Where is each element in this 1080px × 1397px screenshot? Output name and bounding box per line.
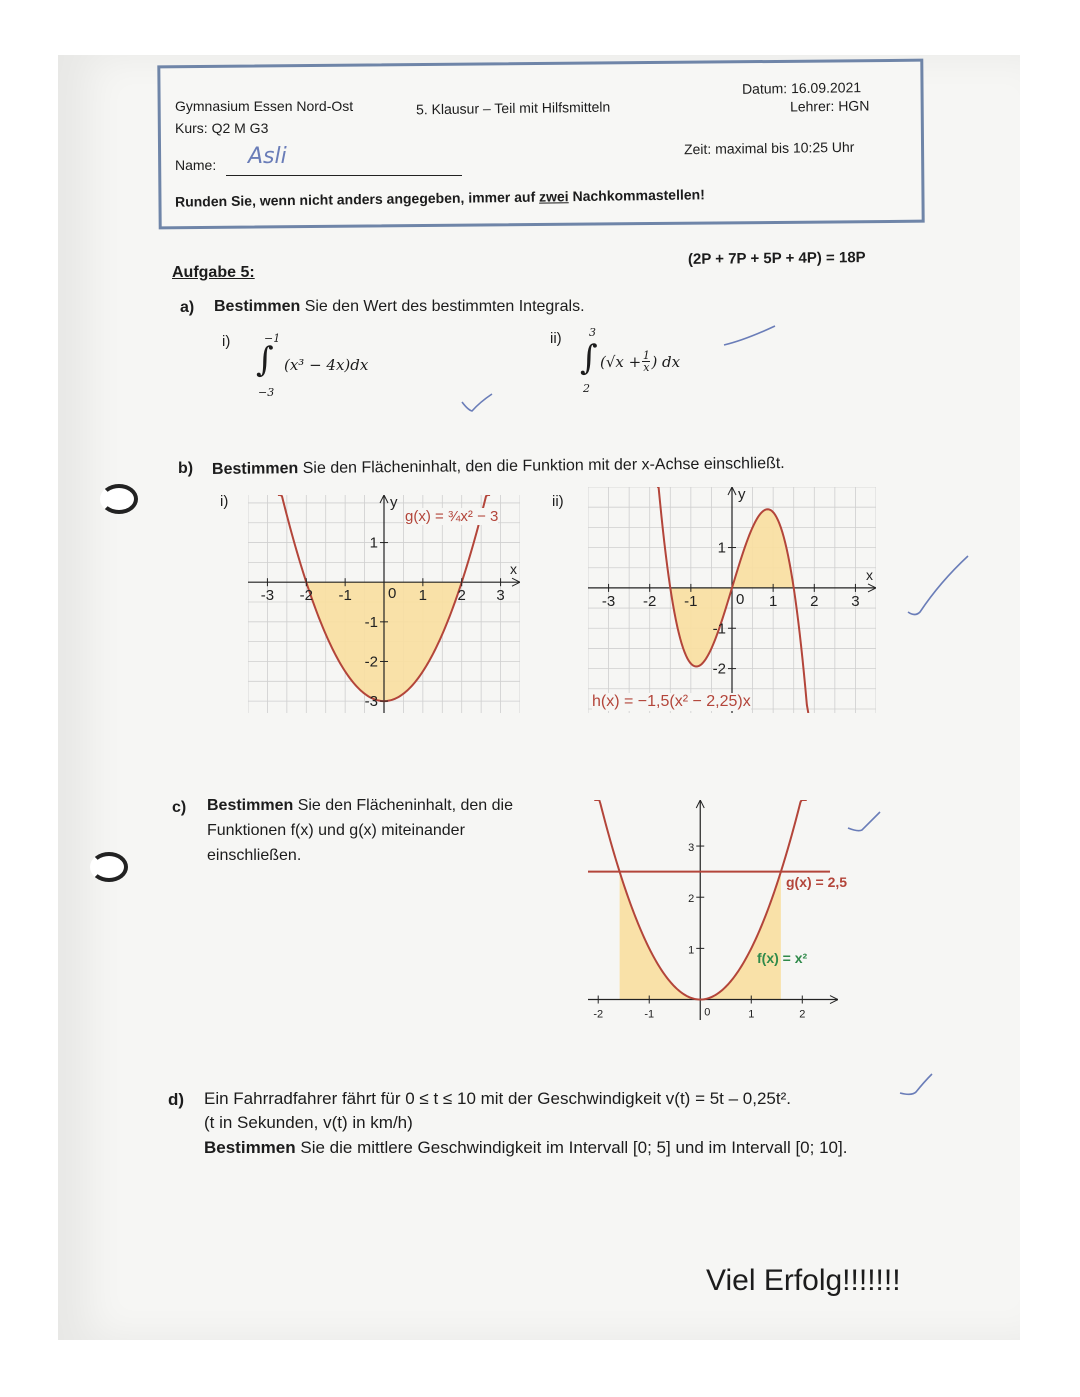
origin-label: 0	[736, 590, 745, 608]
chart-b-i	[248, 495, 520, 713]
y-tick-label: -1	[712, 620, 726, 638]
y-tick-label: 1	[369, 534, 378, 552]
x-tick-label: -2	[643, 592, 657, 610]
x-tick-label: 1	[768, 592, 778, 610]
part-c-text-3: einschließen.	[207, 847, 302, 864]
part-a-i-expression: (x³ − 4x)dx	[284, 356, 369, 374]
y-tick-label: -1	[364, 613, 378, 631]
exam-title: 5. Klausur – Teil mit Hilfsmitteln	[415, 98, 611, 118]
task-title: Aufgabe 5:	[172, 264, 255, 281]
integral-sign-icon: ∫	[580, 338, 598, 378]
part-a-text: Bestimmen Sie den Wert des bestimmten Integrals.	[214, 298, 585, 315]
part-a-ii-lower: 2	[583, 382, 590, 395]
part-a-ii-expression: (√x + $\frac{1}{x}$ ) dx	[600, 349, 681, 374]
h-function-label: h(x) = −1,5(x² − 2,25)x	[592, 693, 751, 710]
part-d-letter: d)	[168, 1090, 185, 1109]
x-axis-label: x	[510, 561, 517, 578]
part-a-i-lower: −3	[258, 386, 275, 399]
check-mark-icon	[462, 394, 492, 411]
student-name-handwritten: Asli	[248, 144, 287, 169]
part-a-letter: a)	[180, 299, 195, 316]
y-tick-label: 2	[688, 893, 695, 906]
part-c-text-1: Bestimmen Sie den Flächeninhalt, den die	[207, 797, 513, 814]
check-mark-icon	[908, 556, 968, 615]
y-axis-label: y	[738, 487, 746, 503]
x-tick-label: -3	[601, 592, 616, 610]
x-tick-label: 2	[457, 587, 466, 605]
part-d-text-3: Bestimmen Sie die mittlere Geschwindigkeit im Intervall [0; 5] und im Intervall [0; 10].	[204, 1138, 848, 1157]
y-tick-label: -2	[364, 653, 378, 671]
exam-date: Datum: 16.09.2021	[741, 79, 862, 97]
x-axis-label: x	[866, 566, 873, 583]
x-tick-label: 1	[748, 1008, 755, 1020]
x-tick-label: -1	[644, 1008, 655, 1020]
part-a-i-upper: −1	[264, 332, 281, 345]
origin-label: 0	[388, 585, 397, 603]
chart-c	[588, 800, 838, 1020]
origin-label: 0	[704, 1006, 711, 1019]
y-tick-label: 1	[717, 539, 726, 557]
part-b-text: Bestimmen Sie den Flächeninhalt, den die Funktion mit der x-Achse einschließt.	[211, 455, 785, 478]
check-mark-icon	[900, 1074, 932, 1094]
part-c-letter: c)	[172, 799, 187, 816]
name-label: Name:	[175, 157, 217, 173]
school-name: Gymnasium Essen Nord-Ost	[175, 98, 354, 114]
part-a-ii-label: ii)	[550, 330, 562, 347]
f-parabola-label: f(x) = x²	[757, 950, 808, 966]
rounding-instruction: Runden Sie, wenn nicht anders angegeben, immer auf zwei Nachkommastellen!	[174, 186, 705, 210]
x-tick-label: -1	[684, 592, 698, 610]
part-d-text-1: Ein Fahrradfahrer fährt für 0 ≤ t ≤ 10 mit der Geschwindigkeit v(t) = 5t – 0,25t².	[204, 1089, 791, 1108]
x-tick-label: 1	[418, 587, 428, 605]
part-a-i-label: i)	[222, 333, 231, 350]
x-tick-label: -2	[593, 1008, 604, 1020]
course-name: Kurs: Q2 M G3	[175, 120, 269, 136]
y-tick-label: -2	[712, 660, 726, 678]
g-function-label: g(x) = ¾x² − 3	[405, 508, 499, 525]
part-d-text-2: (t in Sekunden, v(t) in km/h)	[204, 1113, 413, 1132]
x-tick-label: 3	[851, 592, 860, 610]
x-tick-label: 3	[496, 587, 505, 605]
x-tick-label: -2	[299, 587, 313, 605]
part-b-ii-label: ii)	[552, 493, 564, 510]
time-limit: Zeit: maximal bis 10:25 Uhr	[683, 138, 855, 158]
x-tick-label: 2	[799, 1008, 806, 1020]
y-tick-label: 1	[688, 944, 695, 957]
part-b-i-label: i)	[220, 493, 229, 510]
integral-sign-icon: ∫	[256, 340, 274, 380]
teacher-name: Lehrer: HGN	[789, 97, 870, 115]
y-axis-label: y	[390, 495, 398, 511]
good-luck-footer: Viel Erfolg!!!!!!!	[706, 1264, 901, 1297]
x-tick-label: 2	[810, 592, 819, 610]
check-mark-icon	[724, 326, 775, 345]
part-c-text-2: Funktionen f(x) und g(x) miteinander	[207, 822, 465, 839]
check-mark-icon	[848, 812, 880, 831]
part-a-ii-upper: 3	[589, 326, 596, 339]
y-tick-label: -3	[364, 693, 378, 711]
part-b-letter: b)	[178, 460, 194, 477]
task-points: (2P + 7P + 5P + 4P) = 18P	[687, 249, 866, 268]
chart-b-ii	[588, 487, 876, 713]
g-constant-label: g(x) = 2,5	[786, 874, 848, 890]
x-tick-label: -3	[260, 587, 275, 605]
x-tick-label: -1	[338, 587, 352, 605]
y-tick-label: 3	[688, 842, 695, 855]
